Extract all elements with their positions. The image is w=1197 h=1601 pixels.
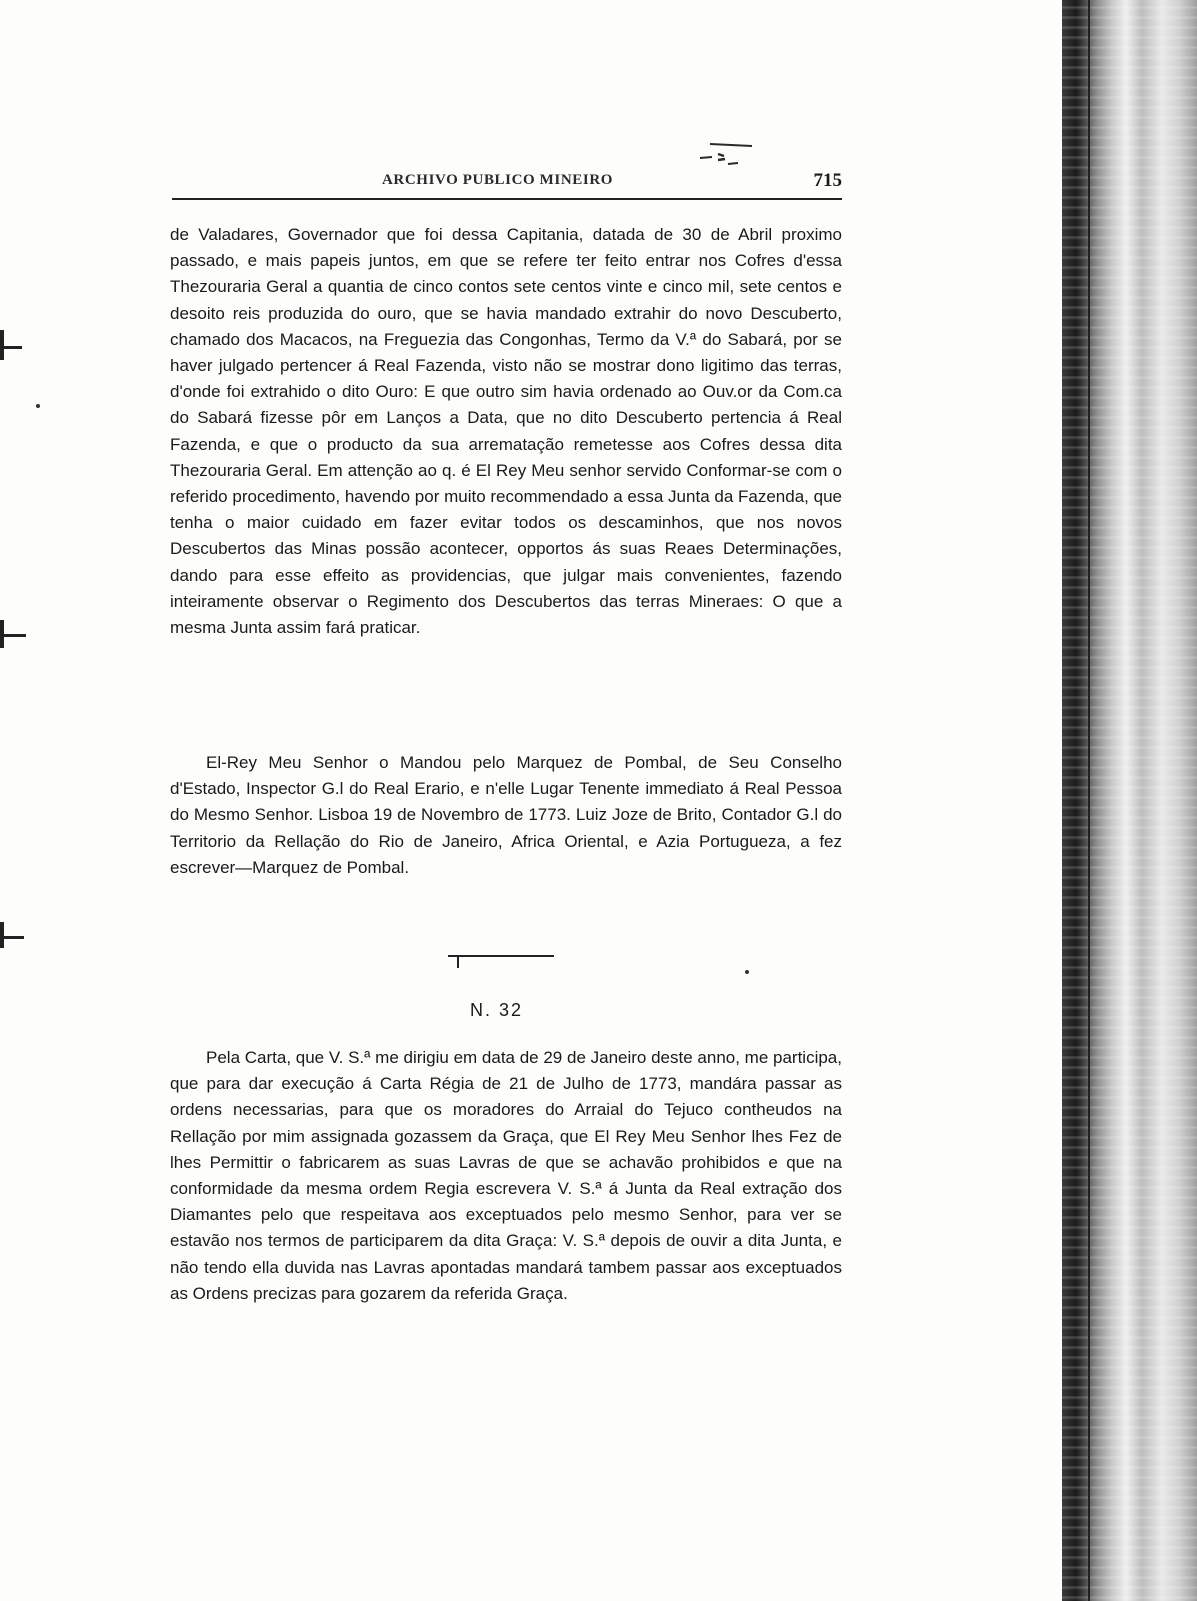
page-header — [172, 172, 842, 200]
scan-speck — [745, 970, 749, 974]
scan-speck — [36, 404, 40, 408]
left-margin-mark — [0, 330, 4, 360]
printer-ornament-icon — [692, 140, 762, 170]
section-number: N. 32 — [470, 1000, 524, 1020]
left-margin-mark — [0, 620, 4, 648]
paragraph: de Valadares, Governador que foi dessa Capitania, datada de 30 de Abril proximo passado, e mais papeis juntos, em que se refere ter feito entrar nos Cofres d'essa Thezouraria Geral a quantia de cinco contos sete centos vinte e cinco mil, sete centos e desoito reis produzida do ouro, que se havia mandado extrahir do novo Descuberto, chamado dos Macacos, na Freguezia das Congonhas, Termo da V.ª do Sabará, por se haver julgado pertencer á Real Fazenda, visto não se mostrar dono ligitimo das terras, d'onde foi extrahido o dito Ouro: E que outro sim havia ordenado ao Ouv.or da Com.ca do Sabará fizesse pôr em Lanços a Data, que no dito Descuberto pertencia á Real Fazenda, e que o producto da sua arrematação remetesse aos Cofres dessa dita Thezouraria Geral. Em attenção ao q. é El Rey Meu senhor servido Conformar-se com o referido procedimento, havendo por muito recommendado a essa Junta da Fazenda, que tenha o maior cuidado em fazer evitar todos os descaminhos, que nos novos Descubertos das Minas possão acontecer, opportos ás suas Reaes Determinações, dando para esse effeito as providencias, que julgar mais convenientes, fazendo inteiramente observar o Regimento dos Descubertos das terras Mineraes: O que a mesma Junta assim fará praticar. — [170, 225, 842, 638]
page-number: 715 — [813, 170, 842, 191]
paragraph: Pela Carta, que V. S.ª me dirigiu em data de 29 de Janeiro deste anno, me participa, que para dar execução á Carta Régia de 21 de Julho de 1773, mandára passar as ordens necessarias, para que os moradores do Arraial do Tejuco contheudos na Rellação por mim assignada gozassem da Graça, que El Rey Meu Senhor lhes Fez de lhes Permittir o fabricarem as suas Lavras de que se achavão prohibidos e que na conformidade da mesma ordem Regia escrevera V. S.ª á Junta da Real extração dos Diamantes pelo que respeitava aos exceptuados pelo mesmo Senhor, para ver se estavão nos termos de participarem da dita Graça: V. S.ª depois de ouvir a dita Junta, e não tendo ella duvida nas Lavras apontadas mandará tambem passar aos exceptuados as Ordens precizas para gozarem da referida Graça. — [170, 1048, 842, 1303]
running-head: ARCHIVO PUBLICO MINEIRO — [382, 172, 614, 188]
left-margin-mark — [0, 922, 4, 948]
header-rule — [172, 198, 842, 200]
paragraph: El-Rey Meu Senhor o Mandou pelo Marquez de Pombal, de Seu Conselho d'Estado, Inspector G.l do Real Erario, e n'elle Lugar Tenente immediato á Real Pessoa do Mesmo Senhor. Lisboa 19 de Novembro de 1773. Luiz Joze de Brito, Contador G.l do Territorio da Rellação do Rio de Janeiro, Africa Oriental, e Azia Portugueza, a fez escrever—Marquez de Pombal. — [170, 753, 842, 877]
book-binding-shadow — [1062, 0, 1197, 1601]
section-divider-tick — [457, 955, 459, 968]
section-divider — [448, 955, 554, 957]
binding-gutter-line — [1088, 0, 1090, 1601]
